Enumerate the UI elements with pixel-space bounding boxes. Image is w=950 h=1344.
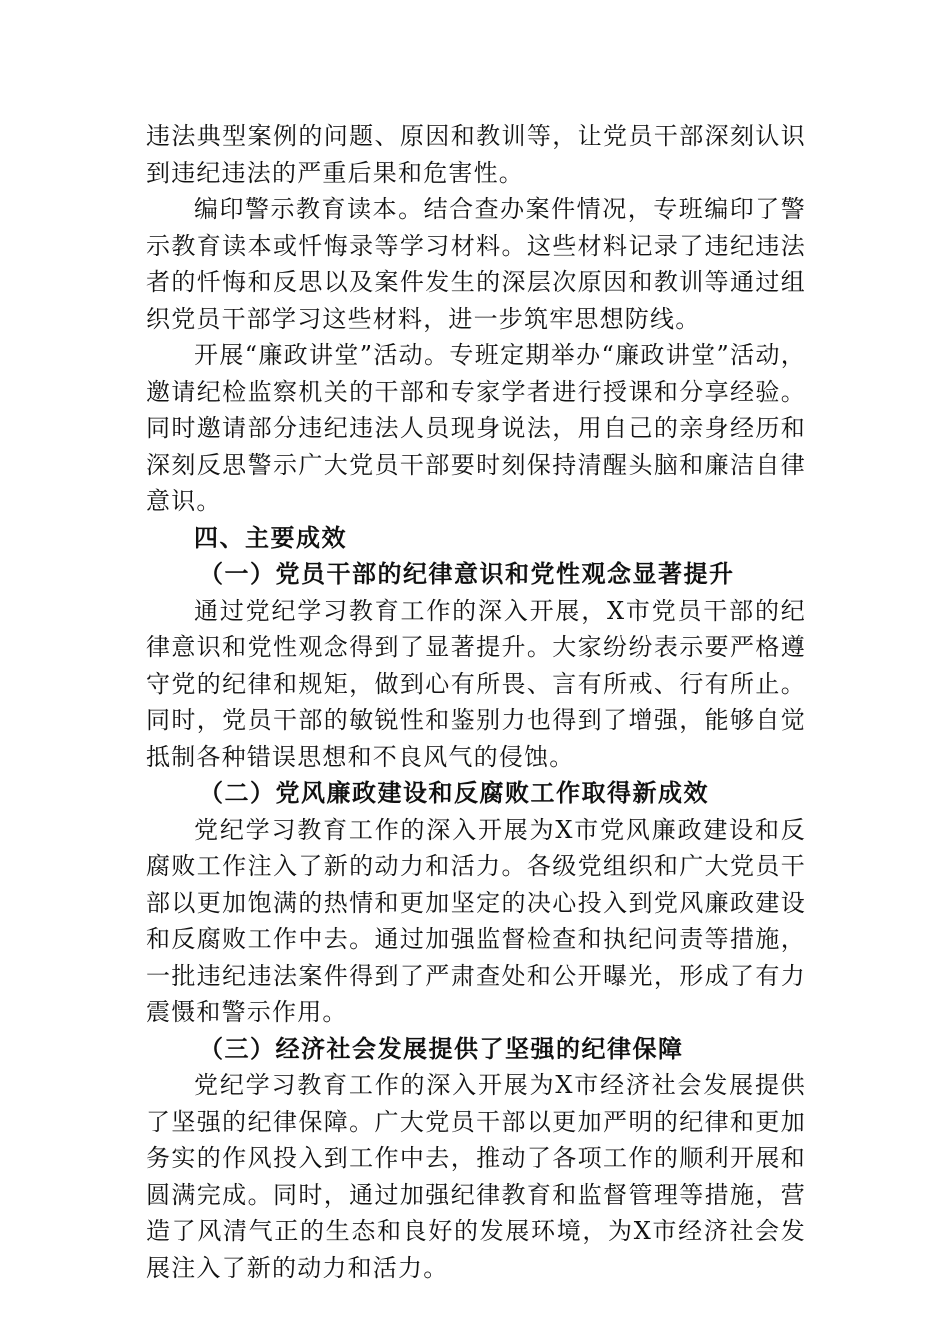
subheading-economic-development: （三）经济社会发展提供了坚强的纪律保障 [199,1033,684,1063]
section-heading-main-results: 四、主要成效 [194,523,347,552]
body-paragraph-anti-corruption: 党纪学习教育工作的深入开展为X市党风廉政建设和反腐败工作注入了新的动力和活力。各级党组织和广大党员干部以更加饱满的热情和更加坚定的决心投入到党风廉政建设和反腐败工作中去。通过加强监督检查和执纪问责等措施，一批违纪违法案件得到了严肃查处和公开曝光，形成了有力震慑和警示作用。 [146,815,806,1026]
body-paragraph-warning-readers: 编印警示教育读本。结合查办案件情况，专班编印了警示教育读本或忏悔录等学习材料。这些材料记录了违纪违法者的忏悔和反思以及案件发生的深层次原因和教训等通过组织党员干部学习这些材料，进一步筑牢思想防线。 [146,195,806,333]
body-paragraph-discipline-awareness: 通过党纪学习教育工作的深入开展，X市党员干部的纪律意识和党性观念得到了显著提升。大家纷纷表示要严格遵守党的纪律和规矩，做到心有所畏、言有所戒、行有所止。同时，党员干部的敏锐性和鉴别力也得到了增强，能够自觉抵制各种错误思想和不良风气的侵蚀。 [146,596,806,771]
subheading-discipline-awareness: （一）党员干部的纪律意识和党性观念显著提升 [199,559,735,588]
body-paragraph-economic-development: 党纪学习教育工作的深入开展为X市经济社会发展提供了坚强的纪律保障。广大党员干部以更加严明的纪律和更加务实的作风投入到工作中去，推动了各项工作的顺利开展和圆满完成。同时，通过加强纪律教育和监督管理等措施，营造了风清气正的生态和良好的发展环境，为X市经济社会发展注入了新的动力和活力。 [146,1071,806,1282]
document-page [146,118,806,1286]
body-paragraph-continued: 违法典型案例的问题、原因和教训等，让党员干部深刻认识到违纪违法的严重后果和危害性。 [146,122,806,187]
subheading-anti-corruption: （二）党风廉政建设和反腐败工作取得新成效 [199,778,709,807]
body-paragraph-integrity-lecture: 开展“廉政讲堂”活动。专班定期举办“廉政讲堂”活动，邀请纪检监察机关的干部和专家学者进行授课和分享经验。同时邀请部分违纪违法人员现身说法，用自己的亲身经历和深刻反思警示广大党员干部要时刻保持清醒头脑和廉洁自律意识。 [146,341,806,515]
